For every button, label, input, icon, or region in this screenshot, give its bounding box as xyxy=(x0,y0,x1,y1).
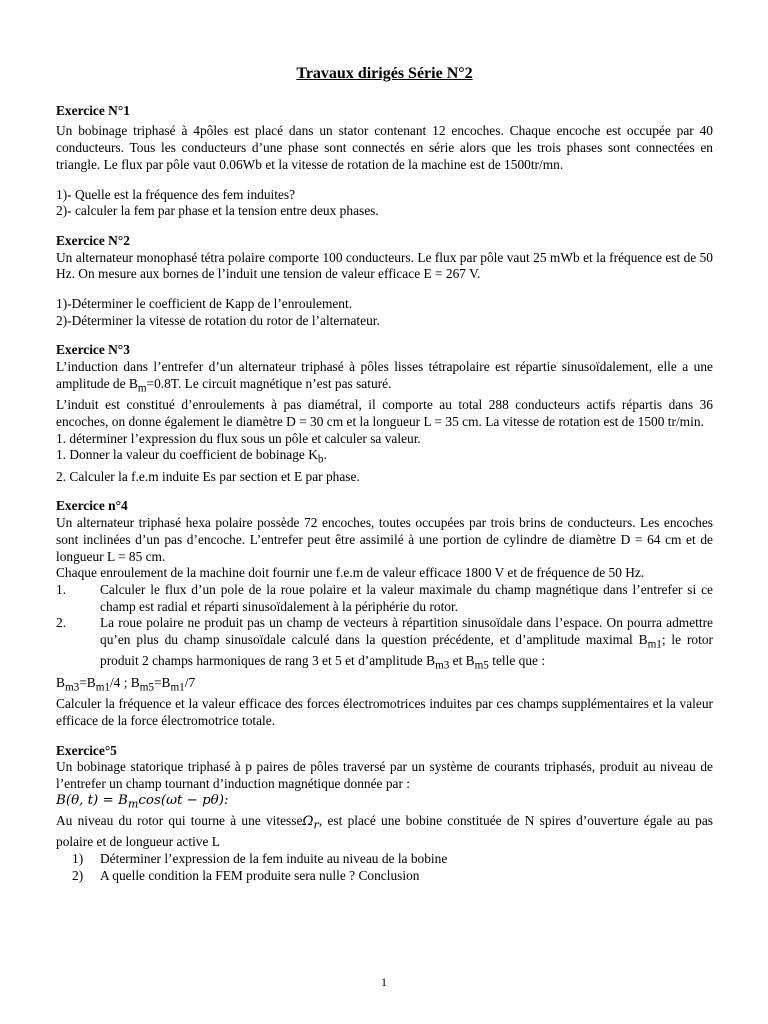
question-text: Déterminer l’expression de la fem induite au niveau de la bobine xyxy=(100,851,448,867)
exercise-4-harmonic-relation: $B_{m3}=B_{m1}/4$ ; $B_{m5}=B_{m1}/7$ xyxy=(56,674,196,694)
question-number: 2) xyxy=(72,867,84,883)
exercise-1-question-2: 2)- calculer la fem par phase et la tension entre deux phases. xyxy=(56,203,379,219)
exercise-5-paragraph-2: Au niveau du rotor qui tourne à une vitesseΩ$_r$, est placé une bobine constituée de N spires d’ouverture égale au pas polaire et de longueur active L xyxy=(56,813,713,850)
exercise-4-question-1 xyxy=(56,582,713,615)
exercise-5-question-2 xyxy=(56,868,713,885)
exercise-3-item-3: 2. Calculer la f.e.m induite Es par section et E par phase. xyxy=(56,468,360,484)
exercise-5 xyxy=(56,743,713,885)
exercise-2-question-2: 2)-Déterminer la vitesse de rotation du rotor de l’alternateur. xyxy=(56,312,380,328)
exercise-4-paragraph-3: Calculer la fréquence et la valeur efficace des forces électromotrices induites par ces champs supplémentaires et la valeur efficace de la force électromotrice totale. xyxy=(56,696,713,728)
exercise-4-paragraph-2: Chaque enroulement de la machine doit fournir une f.e.m de valeur efficace 1800 V et de fréquence de 50 Hz. xyxy=(56,565,645,581)
page-title: Travaux dirigés Série N°2 xyxy=(296,65,473,82)
question-number: 1) xyxy=(72,851,84,867)
exercise-2 xyxy=(56,233,713,330)
exercise-4-question-2 xyxy=(56,615,713,674)
page-number: 1 xyxy=(381,975,387,989)
exercise-5-paragraph-1: Un bobinage statorique triphasé à p paires de pôles traversé par un système de courants triphasés, produit au niveau de l’entrefer un champ tournant d’induction magnétique donnée par : xyxy=(56,759,713,791)
question-number: 2. xyxy=(56,615,67,631)
question-number: 1. xyxy=(56,581,67,597)
exercise-4 xyxy=(56,498,713,729)
exercise-5-formula: B(θ, $t) = B_m\cos(\omega t - p\theta)$: xyxy=(56,792,229,811)
exercise-2-statement: Un alternateur monophasé tétra polaire comporte 100 conducteurs. Le flux par pôle vaut 25 mWb et la fréquence est de 50 Hz. On mesure aux bornes de l’induit une tension de valeur efficace E = 267 V. xyxy=(56,249,713,282)
exercise-1-heading: Exercice N°1 xyxy=(56,102,130,118)
question-text: La roue polaire ne produit pas un champ de vecteurs à répartition sinusoïdale dans l’espace. On pourra admettre qu’en plus du champ sinusoïdale calculé dans la question précédente, et d’amplitude maximal $B_{m1}$; le rotor produit 2 champs harmoniques de rang 3 et 5 et d’amplitude $B_{m3}$ et $B_{m5}$ telle que : xyxy=(100,615,713,673)
exercise-2-heading: Exercice N°2 xyxy=(56,232,130,248)
exercise-4-paragraph-1: Un alternateur triphasé hexa polaire possède 72 encoches, toutes occupées par trois brins de conducteurs. Les encoches sont inclinées d’un pas d’encoche. L’entrefer peut être assimilé à une portion de cylindre de diamètre D = 64 cm et de longueur L = 85 cm. xyxy=(56,515,713,564)
exercise-5-question-1 xyxy=(56,851,713,868)
exercise-5-heading: Exercice°5 xyxy=(56,742,117,758)
exercise-3 xyxy=(56,342,713,485)
exercise-4-heading: Exercice n°4 xyxy=(56,498,128,514)
exercise-1-statement: Un bobinage triphasé à 4pôles est placé dans un stator contenant 12 encoches. Chaque encoche est occupée par 40 conducteurs. Tous les conducteurs d’une phase sont connectés en série alors que les trois phases sont connectées en triangle. Le flux par pôle vaut 0.06Wb et la vitesse de rotation de la machine est de 1500tr/mn. xyxy=(56,123,713,172)
exercise-3-paragraph-2: L’induit est constitué d’enroulements à pas diamétral, il comporte au total 288 conducteurs actifs répartis dans 36 encoches, on donne également le diamètre D = 30 cm et la longueur L = 35 cm. La vitesse de rotation est de 1500 tr/min. xyxy=(56,397,713,429)
exercise-3-item-1: 1. déterminer l’expression du flux sous un pôle et calculer sa valeur. xyxy=(56,430,421,446)
document-page xyxy=(56,66,713,885)
exercise-2-question-1: 1)-Déterminer le coefficient de Kapp de l’enroulement. xyxy=(56,296,353,312)
exercise-3-heading: Exercice N°3 xyxy=(56,342,130,358)
question-text: Calculer le flux d’un pole de la roue polaire et la valeur maximale du champ magnétique dans l’entrefer si ce champ est radial et réparti sinusoïdalement à la périphérie du rotor. xyxy=(100,581,713,614)
exercise-3-item-2: 1. Donner la valeur du coefficient de bobinage $K_b$. xyxy=(56,447,327,466)
question-text: A quelle condition la FEM produite sera nulle ? Conclusion xyxy=(100,867,420,883)
exercise-1-question-1: 1)- Quelle est la fréquence des fem induites? xyxy=(56,186,296,202)
exercise-1 xyxy=(56,103,713,220)
exercise-3-paragraph-1: L’induction dans l’entrefer d’un alternateur triphasé à pôles lisses tétrapolaire est répartie sinusoïdalement, elle a une amplitude de $B_m=0.8T$. Le circuit magnétique n’est pas saturé. xyxy=(56,359,713,395)
